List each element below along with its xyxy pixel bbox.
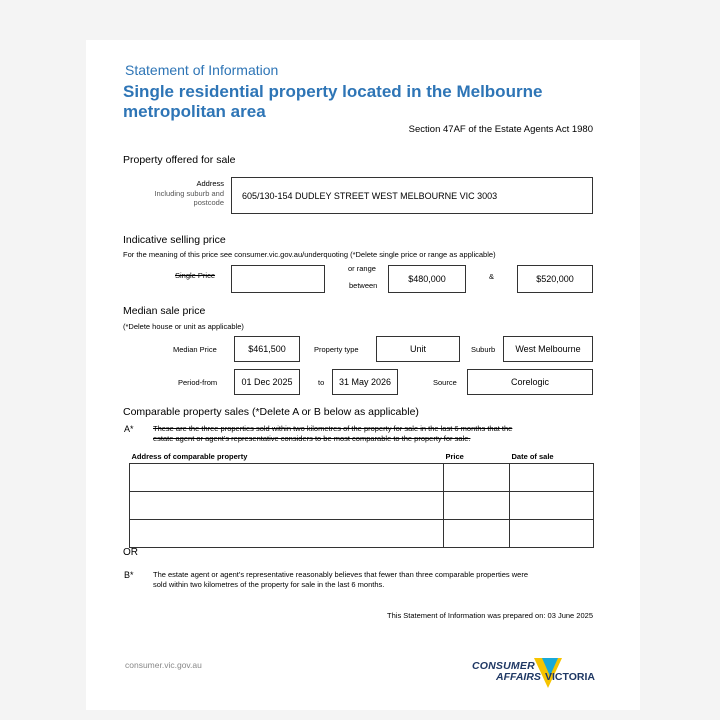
or-label: OR: [123, 547, 138, 558]
property-type-label: Property type: [314, 345, 359, 354]
logo-text-consumer: CONSUMER: [472, 660, 535, 672]
address-label: [138, 179, 224, 208]
logo-text-affairs: AFFAIRS: [496, 671, 541, 683]
range-label-1: or range: [348, 264, 376, 273]
address-cell[interactable]: [130, 464, 444, 492]
address-label-sub1: Including suburb and: [154, 188, 224, 198]
date-cell[interactable]: [510, 492, 594, 520]
source-label: Source: [433, 378, 457, 387]
period-from-field[interactable]: 01 Dec 2025: [234, 369, 300, 395]
period-from-label: Period-from: [178, 378, 218, 387]
address-cell[interactable]: [130, 520, 444, 548]
median-price-label: Median Price: [173, 345, 217, 354]
option-a-text-line-1: These are the three properties sold within two kilometres of the property for sale in the last 6 months that the: [153, 424, 513, 433]
prepared-date: This Statement of Information was prepared on: 03 June 2025: [387, 611, 593, 620]
period-to-label: to: [318, 378, 325, 387]
median-price-field[interactable]: $461,500: [234, 336, 300, 362]
suburb-field[interactable]: West Melbourne: [503, 336, 593, 362]
comparable-heading: Comparable property sales (*Delete A or B below as applicable): [123, 406, 419, 418]
property-heading: Property offered for sale: [123, 154, 236, 166]
range-label-2: between: [349, 281, 378, 290]
property-type-field[interactable]: Unit: [376, 336, 460, 362]
logo-text-victoria: VICTORIA: [545, 671, 595, 683]
document-title: [123, 82, 542, 122]
option-a-text: [153, 424, 512, 443]
range-high-field[interactable]: $520,000: [517, 265, 593, 293]
table-row: [130, 464, 594, 492]
address-cell[interactable]: [130, 492, 444, 520]
price-cell[interactable]: [444, 520, 510, 548]
document-title-line-1: Single residential property located in the Melbourne: [123, 82, 543, 101]
single-price-field[interactable]: [231, 265, 325, 293]
price-cell[interactable]: [444, 464, 510, 492]
act-section: Section 47AF of the Estate Agents Act 1980: [408, 124, 593, 135]
date-cell[interactable]: [510, 520, 594, 548]
median-note: (*Delete house or unit as applicable): [123, 322, 244, 331]
address-label-sub2: postcode: [193, 198, 224, 207]
period-to-field[interactable]: 31 May 2026: [332, 369, 398, 395]
col-price-header: Price: [445, 451, 464, 461]
document-title-line-2: metropolitan area: [123, 102, 266, 121]
median-heading: Median sale price: [123, 305, 206, 317]
footer-url[interactable]: consumer.vic.gov.au: [125, 660, 202, 670]
date-cell[interactable]: [510, 464, 594, 492]
table-row: [130, 492, 594, 520]
range-ampersand: &: [489, 272, 495, 281]
price-cell[interactable]: [444, 492, 510, 520]
suburb-label: Suburb: [471, 345, 496, 354]
document-subtitle: Statement of Information: [125, 62, 279, 78]
cav-logo: [470, 656, 596, 692]
option-b-text-line-2: sold within two kilometres of the property for sale in the last 6 months.: [153, 580, 385, 589]
option-a-label: A*: [124, 424, 134, 434]
single-price-label: Single Price: [175, 271, 216, 280]
address-label-main: Address: [196, 179, 224, 188]
col-address-header: Address of comparable property: [131, 451, 248, 461]
comparable-table: [129, 449, 594, 548]
source-field[interactable]: Corelogic: [467, 369, 593, 395]
table-row: [130, 520, 594, 548]
option-a-text-line-2: estate agent or agent's representative considers to be most comparable to the property for sale.: [153, 433, 471, 443]
option-b-text-line-1: The estate agent or agent's representative reasonably believes that fewer than three comparable properties were: [153, 570, 528, 579]
comparable-table-header: [130, 449, 594, 464]
col-date-header: Date of sale: [511, 451, 554, 461]
option-b-text: [153, 570, 528, 590]
range-low-field[interactable]: $480,000: [388, 265, 466, 293]
indicative-heading: Indicative selling price: [123, 234, 226, 246]
option-b-label: B*: [124, 570, 134, 580]
indicative-note: For the meaning of this price see consumer.vic.gov.au/underquoting (*Delete single price or range as applicable): [123, 250, 496, 259]
address-field[interactable]: 605/130-154 DUDLEY STREET WEST MELBOURNE VIC 3003: [231, 177, 593, 214]
